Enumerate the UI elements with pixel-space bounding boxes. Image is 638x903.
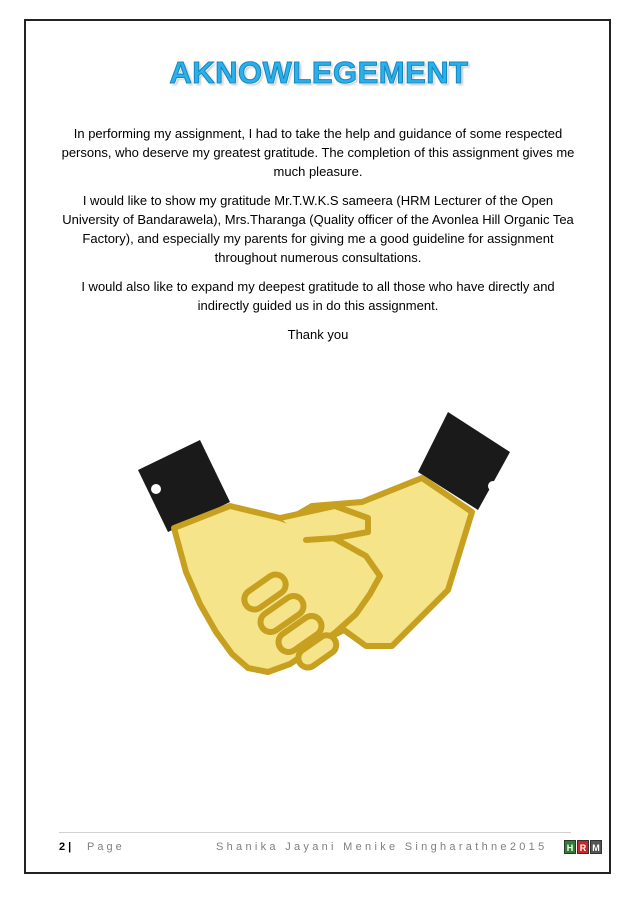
page-number: 2 | xyxy=(59,841,72,853)
author-name: Shanika Jayani Menike Singharathne2015 xyxy=(216,841,548,853)
paragraph-2: I would like to show my gratitude Mr.T.W.K.S sameera (HRM Lecturer of the Open University of Bandarawela), Mrs.Tharanga (Quality officer of the Avonlea Hill Organic Tea Factory), and especially my parents for giving me a good guideline for assignment throughout numerous consultations. xyxy=(62,193,574,265)
footer-divider xyxy=(59,832,571,833)
page-title: AKNOWLEGEMENT xyxy=(169,54,469,90)
left-cuff-button xyxy=(151,484,161,494)
acknowledgement-body xyxy=(58,124,578,354)
paragraph-3: I would also like to expand my deepest gratitude to all those who have directly and indirectly guided us in do this assignment. xyxy=(81,279,555,313)
page-label: Page xyxy=(87,841,125,853)
hrm-logo-r: R xyxy=(577,840,589,854)
hrm-logo-icon xyxy=(564,840,602,854)
paragraph-1: In performing my assignment, I had to take the help and guidance of some respected persons, who deserve my greatest gratitude. The completion of this assignment gives me much pleasure. xyxy=(61,126,575,179)
hrm-logo-m: M xyxy=(590,840,602,854)
handshake-illustration xyxy=(130,410,510,710)
hrm-logo-h: H xyxy=(564,840,576,854)
right-cuff-button xyxy=(488,481,498,491)
thank-you-line: Thank you xyxy=(287,327,349,342)
page-footer xyxy=(59,838,604,856)
